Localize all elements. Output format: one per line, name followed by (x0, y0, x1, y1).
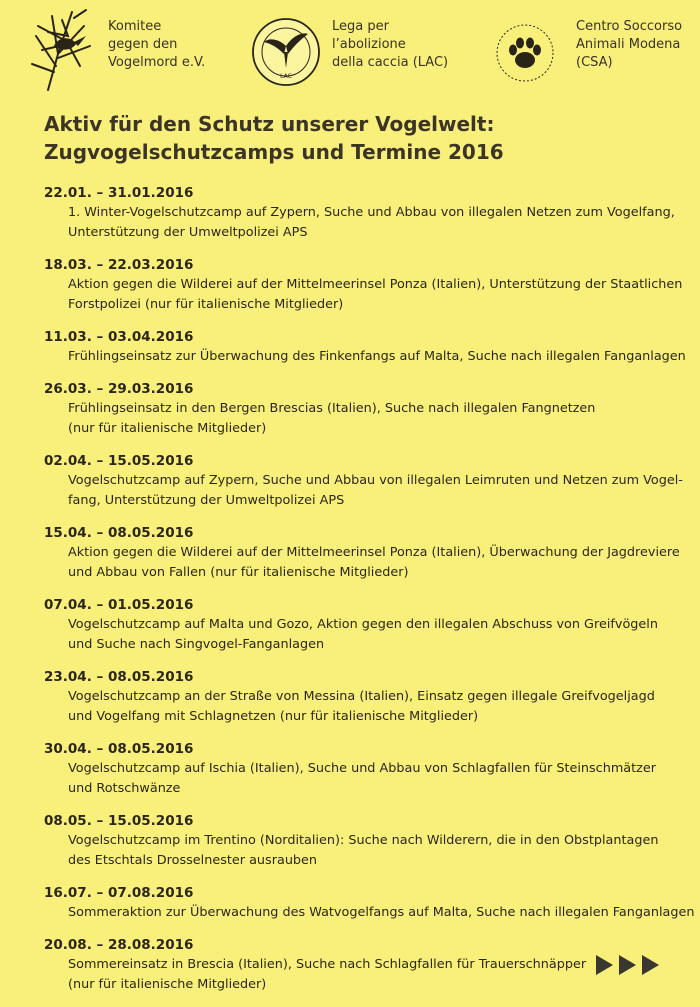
org-name-line: gegen den (108, 37, 178, 52)
event-description (68, 687, 684, 727)
title-line-1: Aktiv für den Schutz unserer Vogelwelt: (44, 112, 495, 136)
event-description-line: und Rotschwänze (68, 781, 181, 796)
event-description-line: (nur für italienische Mitglieder) (68, 421, 267, 436)
event-description-line: fang, Unterstützung der Umweltpolizei APS (68, 493, 345, 508)
event-item (44, 739, 684, 799)
org-name-line: Centro Soccorso (576, 19, 683, 34)
event-description-line: Sommereinsatz in Brescia (Italien), Suche nach Schlagfallen für Trauerschnäpper (68, 957, 587, 972)
event-description-line: 1. Winter-Vogelschutzcamp auf Zypern, Suche und Abbau von illegalen Netzen zum Vogelfang, (68, 205, 675, 220)
org-name-line: l’abolizione (332, 37, 406, 52)
event-description (68, 347, 684, 367)
event-date: 08.05. – 15.05.2016 (44, 813, 194, 829)
org-name-line: Animali Modena (576, 37, 681, 52)
triple-arrow-right-icon (596, 955, 665, 979)
event-description-line: Forstpolizei (nur für italienische Mitglieder) (68, 297, 344, 312)
event-item (44, 255, 684, 315)
event-date: 02.04. – 15.05.2016 (44, 453, 194, 469)
event-description-line: Vogelschutzcamp auf Zypern, Suche und Abbau von illegalen Leimruten und Netzen zum Vogel- (68, 473, 683, 488)
event-description (68, 615, 684, 655)
arrow-right-icon (619, 955, 636, 975)
event-description-line: Frühlingseinsatz zur Überwachung des Finkenfangs auf Malta, Suche nach illegalen Fanganlagen (68, 349, 686, 364)
event-date: 26.03. – 29.03.2016 (44, 381, 194, 397)
event-item (44, 883, 695, 923)
event-date: 23.04. – 08.05.2016 (44, 669, 194, 685)
event-item (44, 935, 684, 995)
event-description-line: (nur für italienische Mitglieder) (68, 977, 267, 992)
org-name-line: della caccia (LAC) (332, 55, 449, 70)
title-line-2: Zugvogelschutzcamps und Termine 2016 (44, 140, 504, 164)
org-name-line: (CSA) (576, 55, 613, 70)
event-description-line: und Vogelfang mit Schlagnetzen (nur für italienische Mitglieder) (68, 709, 479, 724)
event-description-line: Aktion gegen die Wilderei auf der Mittelmeerinsel Ponza (Italien), Überwachung der Jagdreviere (68, 545, 680, 560)
org-lac (332, 18, 448, 72)
event-item (44, 595, 684, 655)
event-date: 30.04. – 08.05.2016 (44, 741, 194, 757)
org-name-line: Komitee (108, 19, 162, 34)
event-description (68, 903, 695, 923)
event-description-line: und Abbau von Fallen (nur für italienische Mitglieder) (68, 565, 409, 580)
header (0, 0, 700, 100)
event-date: 20.08. – 28.08.2016 (44, 937, 194, 953)
event-description (68, 399, 684, 439)
page-title (44, 110, 664, 166)
event-date: 15.04. – 08.05.2016 (44, 525, 194, 541)
org-name-line: Vogelmord e.V. (108, 55, 206, 70)
event-description-line: des Etschtals Drosselnester ausrauben (68, 853, 318, 868)
event-item (44, 379, 684, 439)
event-date: 22.01. – 31.01.2016 (44, 185, 194, 201)
lac-logo-text: LAC (280, 73, 292, 80)
event-date: 11.03. – 03.04.2016 (44, 329, 194, 345)
arrow-right-icon (642, 955, 659, 975)
event-description (68, 955, 684, 995)
event-item (44, 667, 684, 727)
org-csa (576, 18, 682, 72)
arrow-right-icon (596, 955, 613, 975)
event-date: 07.04. – 01.05.2016 (44, 597, 194, 613)
bird-in-branches-logo (28, 6, 104, 92)
event-item (44, 183, 684, 243)
event-date: 18.03. – 22.03.2016 (44, 257, 194, 273)
event-description (68, 831, 684, 871)
event-list (44, 183, 695, 1007)
event-description-line: Frühlingseinsatz in den Bergen Brescias (Italien), Suche nach illegalen Fangnetzen (68, 401, 596, 416)
lac-circle-bird-logo (250, 16, 322, 88)
org-name-line: Lega per (332, 19, 389, 34)
event-description-line: Vogelschutzcamp an der Straße von Messina (Italien), Einsatz gegen illegale Greifvogeljagd (68, 689, 655, 704)
event-description-line: Aktion gegen die Wilderei auf der Mittelmeerinsel Ponza (Italien), Unterstützung der Staatlichen (68, 277, 683, 292)
event-description-line: Unterstützung der Umweltpolizei APS (68, 225, 308, 240)
event-description (68, 203, 684, 243)
event-description (68, 275, 684, 315)
event-item (44, 327, 684, 367)
event-description-line: Vogelschutzcamp im Trentino (Norditalien): Suche nach Wilderern, die in den Obstplantagen (68, 833, 659, 848)
org-komitee (108, 18, 205, 72)
event-item (44, 523, 684, 583)
event-description (68, 759, 684, 799)
event-description-line: Vogelschutzcamp auf Malta und Gozo, Aktion gegen den illegalen Abschuss von Greifvögeln (68, 617, 658, 632)
event-description-line: Sommeraktion zur Überwachung des Watvogelfangs auf Malta, Suche nach illegalen Fanganlagen (68, 905, 695, 920)
event-description (68, 471, 684, 511)
event-description-line: Vogelschutzcamp auf Ischia (Italien), Suche und Abbau von Schlagfallen für Steinschmätzer (68, 761, 657, 776)
event-description-line: und Suche nach Singvogel-Fanganlagen (68, 637, 325, 652)
event-item (44, 811, 684, 871)
paw-print-logo (494, 22, 556, 84)
event-date: 16.07. – 07.08.2016 (44, 885, 194, 901)
event-item (44, 451, 684, 511)
event-description (68, 543, 684, 583)
